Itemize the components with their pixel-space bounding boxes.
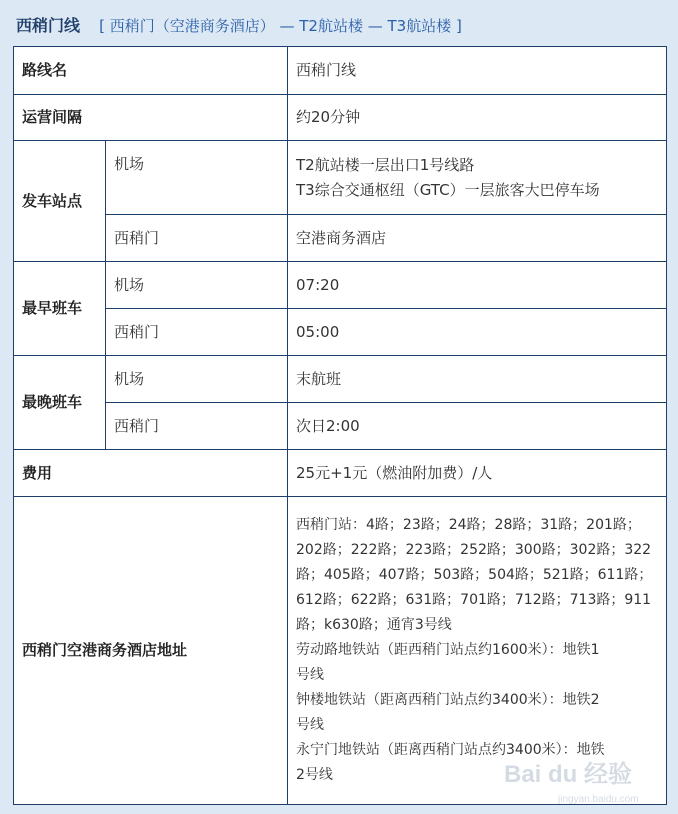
departure-label: 发车站点: [14, 141, 106, 262]
departure-xishaomen-label: 西稍门: [106, 215, 288, 262]
last-bus-xishaomen-value: 次日2:00: [288, 403, 667, 450]
last-bus-airport-value: 末航班: [288, 356, 667, 403]
first-bus-xishaomen-value: 05:00: [288, 309, 667, 356]
interval-label: 运营间隔: [14, 95, 288, 141]
interval-value: 约20分钟: [288, 95, 667, 141]
fee-label: 费用: [14, 450, 288, 497]
table-row: [14, 215, 667, 262]
departure-airport-line: T2航站楼一层出口1号线路: [296, 155, 475, 174]
watermark-text: Bai du 经验: [504, 761, 633, 788]
route-name-value: 西稍门线: [288, 47, 667, 95]
baidu-jingyan-watermark: [500, 752, 660, 808]
departure-airport-label: 机场: [106, 141, 288, 215]
address-line: 2号线: [296, 767, 333, 783]
address-line: 西稍门站：4路；23路；24路；28路；31路；201路；: [296, 517, 641, 533]
departure-airport-line: T3综合交通枢纽（GTC）一层旅客大巴停车场: [296, 180, 600, 199]
route-stops: [ 西稍门（空港商务酒店） — T2航站楼 — T3航站楼 ]: [99, 17, 462, 35]
last-bus-airport-label: 机场: [106, 356, 288, 403]
address-line: 钟楼地铁站（距离西稍门站点约3400米）：地铁2: [296, 692, 600, 708]
watermark-url: jingyan.baidu.com: [558, 794, 639, 805]
first-bus-label: 最早班车: [14, 262, 106, 356]
route-info-table: [13, 46, 667, 805]
address-line: 612路；622路；631路；701路；712路；713路；911: [296, 592, 652, 608]
first-bus-airport-value: 07:20: [288, 262, 667, 309]
last-bus-xishaomen-label: 西稍门: [106, 403, 288, 450]
departure-airport-value: [288, 141, 667, 215]
table-row: [14, 262, 667, 309]
address-line: 202路；222路；223路；252路；300路；302路；322: [296, 542, 652, 558]
address-line: 号线: [296, 667, 325, 683]
table-row: [14, 403, 667, 450]
table-row: [14, 309, 667, 356]
fee-value: 25元+1元（燃油附加费）/人: [288, 450, 667, 497]
address-line: 劳动路地铁站（距西稍门站点约1600米）：地铁1: [296, 642, 600, 658]
route-name-label: 路线名: [14, 47, 288, 95]
table-row: [14, 47, 667, 95]
route-title: 西稍门线: [16, 16, 81, 35]
address-label: 西稍门空港商务酒店地址: [14, 497, 288, 805]
table-row: [14, 356, 667, 403]
address-line: 号线: [296, 717, 325, 733]
route-header: [0, 0, 678, 44]
last-bus-label: 最晚班车: [14, 356, 106, 450]
first-bus-airport-label: 机场: [106, 262, 288, 309]
address-line: 路；405路；407路；503路；504路；521路；611路；: [296, 567, 653, 583]
first-bus-xishaomen-label: 西稍门: [106, 309, 288, 356]
departure-xishaomen-value: 空港商务酒店: [288, 215, 667, 262]
address-line: 永宁门地铁站（距离西稍门站点约3400米）：地铁: [296, 742, 605, 758]
table-row: [14, 141, 667, 215]
table-row: [14, 450, 667, 497]
address-line: 路；k630路；通宵3号线: [296, 617, 452, 633]
table-row: [14, 95, 667, 141]
